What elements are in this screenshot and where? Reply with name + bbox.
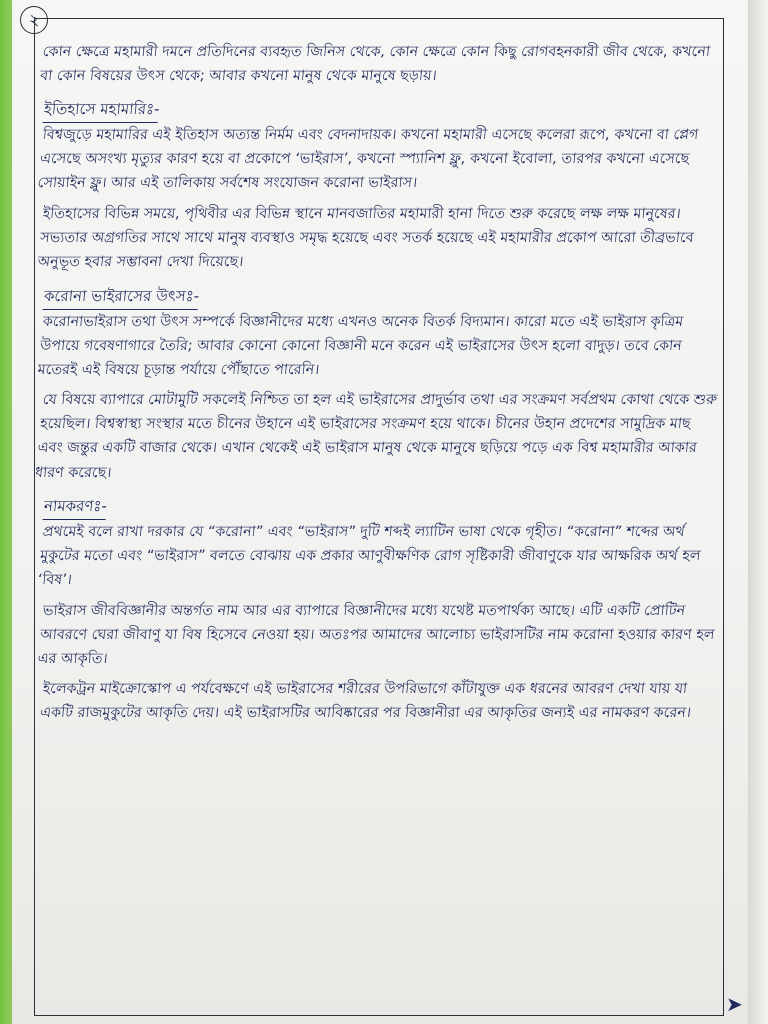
naming-paragraph-1: প্রথমেই বলে রাখা দরকার যে “করোনা” এবং “ভাইরাস” দুটি শব্দই ল্যাটিন ভাষা থেকে গৃহীত। “করোনা” শব্দের অর্থ মুকুটের মতো এবং “ভাইরাস” বলতে বোঝায় এক প্রকার আণুবীক্ষণিক রোগ সৃষ্টিকারী জীবাণুকে যার আক্ষরিক অর্থ হল ‘বিষ’। xyxy=(36,524,702,589)
page-edge xyxy=(748,0,768,1024)
intro-paragraph: কোন ক্ষেত্রে মহামারী দমনে প্রতিদিনের ব্যবহৃত জিনিস থেকে, কোন ক্ষেত্রে কোন কিছু রোগবহনকারী জীব থেকে, কখনো বা কোন বিষয়ের উৎস থেকে; আবার কখনো মানুষ থেকে মানুষে ছড়ায়। xyxy=(39,44,711,85)
origin-paragraph-2: যে বিষয়ে ব্যাপারে মোটামুটি সকলেই নিশ্চিত তা হল এই ভাইরাসের প্রাদুর্ভাব তথা এর সংক্রমণ সর্বপ্রথম কোথা থেকে শুরু হয়েছিল। বিশ্বস্বাস্থ্য সংস্থার মতে চীনের উহানে এই ভাইরাসের সংক্রমণ হয়ে থাকে। চীনের উহান প্রদেশের সামুদ্রিক মাছ এবং জন্তুর একটি বাজার থেকে। এখান থেকেই এই ভাইরাস মানুষ থেকে মানুষে ছড়িয়ে পড়ে এক বিশ্ব মহামারীর আকার ধারণ করেছে। xyxy=(34,392,718,481)
naming-paragraph-2: ভাইরাস জীববিজ্ঞানীর অন্তর্গত নাম আর এর ব্যাপারে বিজ্ঞানীদের মধ্যে যথেষ্ট মতপার্থক্য আছে। এটি একটি প্রোটিন আবরণে ঘেরা জীবাণু যা বিষ হিসেবে নেওয়া হয়। অতঃপর আমাদের আলোচ্য ভাইরাসটির নাম করোনা হওয়ার কারণ হল এর আকৃতি। xyxy=(36,602,716,668)
history-paragraph-1: বিশ্বজুড়ে মহামারির এই ইতিহাস অত্যন্ত নির্মম এবং বেদনাদায়ক। কখনো মহামারী এসেছে কলেরা রূপে, কখনো বা প্লেগ এসেছে অসংখ্য মৃত্যুর কারণ হয়ে বা প্রকোপে ‘ভাইরাস’, কখনো স্প্যানিশ ফ্লু, কখনো ইবোলা, তারপর কখনো এসেছে সোয়াইন ফ্লু। আর এই তালিকায় সর্বশেষ সংযোজন করোনা ভাইরাস। xyxy=(36,127,700,192)
history-paragraph-2: ইতিহাসের বিভিন্ন সময়ে, পৃথিবীর এর বিভিন্ন স্থানে মানবজাতির মহামারী হানা দিতে শুরু করেছে লক্ষ লক্ষ মানুষের। সভ্যতার অগ্রগতির সাথে সাথে মানুষ ব্যবস্থাও সমৃদ্ধ হয়েছে এবং সতর্ক হয়েছে এই মহামারীর প্রকোপ আরো তীব্রভাবে অনুভূত হবার সম্ভাবনা দেখা দিয়েছে। xyxy=(36,206,695,271)
section-heading-naming: নামকরণঃ- xyxy=(43,493,109,520)
naming-paragraph-3: ইলেকট্রন মাইক্রোস্কোপ এ পর্যবেক্ষণে এই ভাইরাসের শরীরের উপরিভাগে কাঁটাযুক্ত এক ধরনের আবরণ দেখা যায় যা একটি রাজমুকুটের আকৃতি দেয়। এই ভাইরাসটির আবিষ্কারের পর বিজ্ঞানীরা এর আকৃতির জন্যই এর নামকরণ করেন। xyxy=(39,681,692,722)
section-heading-origin: করোনা ভাইরাসের উৎসঃ- xyxy=(43,283,201,310)
page-number: ২ xyxy=(20,6,48,34)
handwritten-content xyxy=(34,40,720,1012)
section-heading-history: ইতিহাসে মহামারিঃ- xyxy=(43,96,161,123)
continue-arrow-icon: ➤ xyxy=(726,992,743,1016)
origin-paragraph-1: করোনাভাইরাস তথা উৎস সম্পর্কে বিজ্ঞানীদের মধ্যে এখনও অনেক বিতর্ক বিদ্যমান। কারো মতে এই ভাইরাস কৃত্রিম উপায়ে গবেষণাগারে তৈরি; আবার কোনো কোনো বিজ্ঞানী মনে করেন এই ভাইরাসের উৎস হলো বাদুড়। তবে কোন মতেরই এই বিষয়ে চূড়ান্ত পর্যায়ে পৌঁছাতে পারেনি। xyxy=(36,313,684,379)
